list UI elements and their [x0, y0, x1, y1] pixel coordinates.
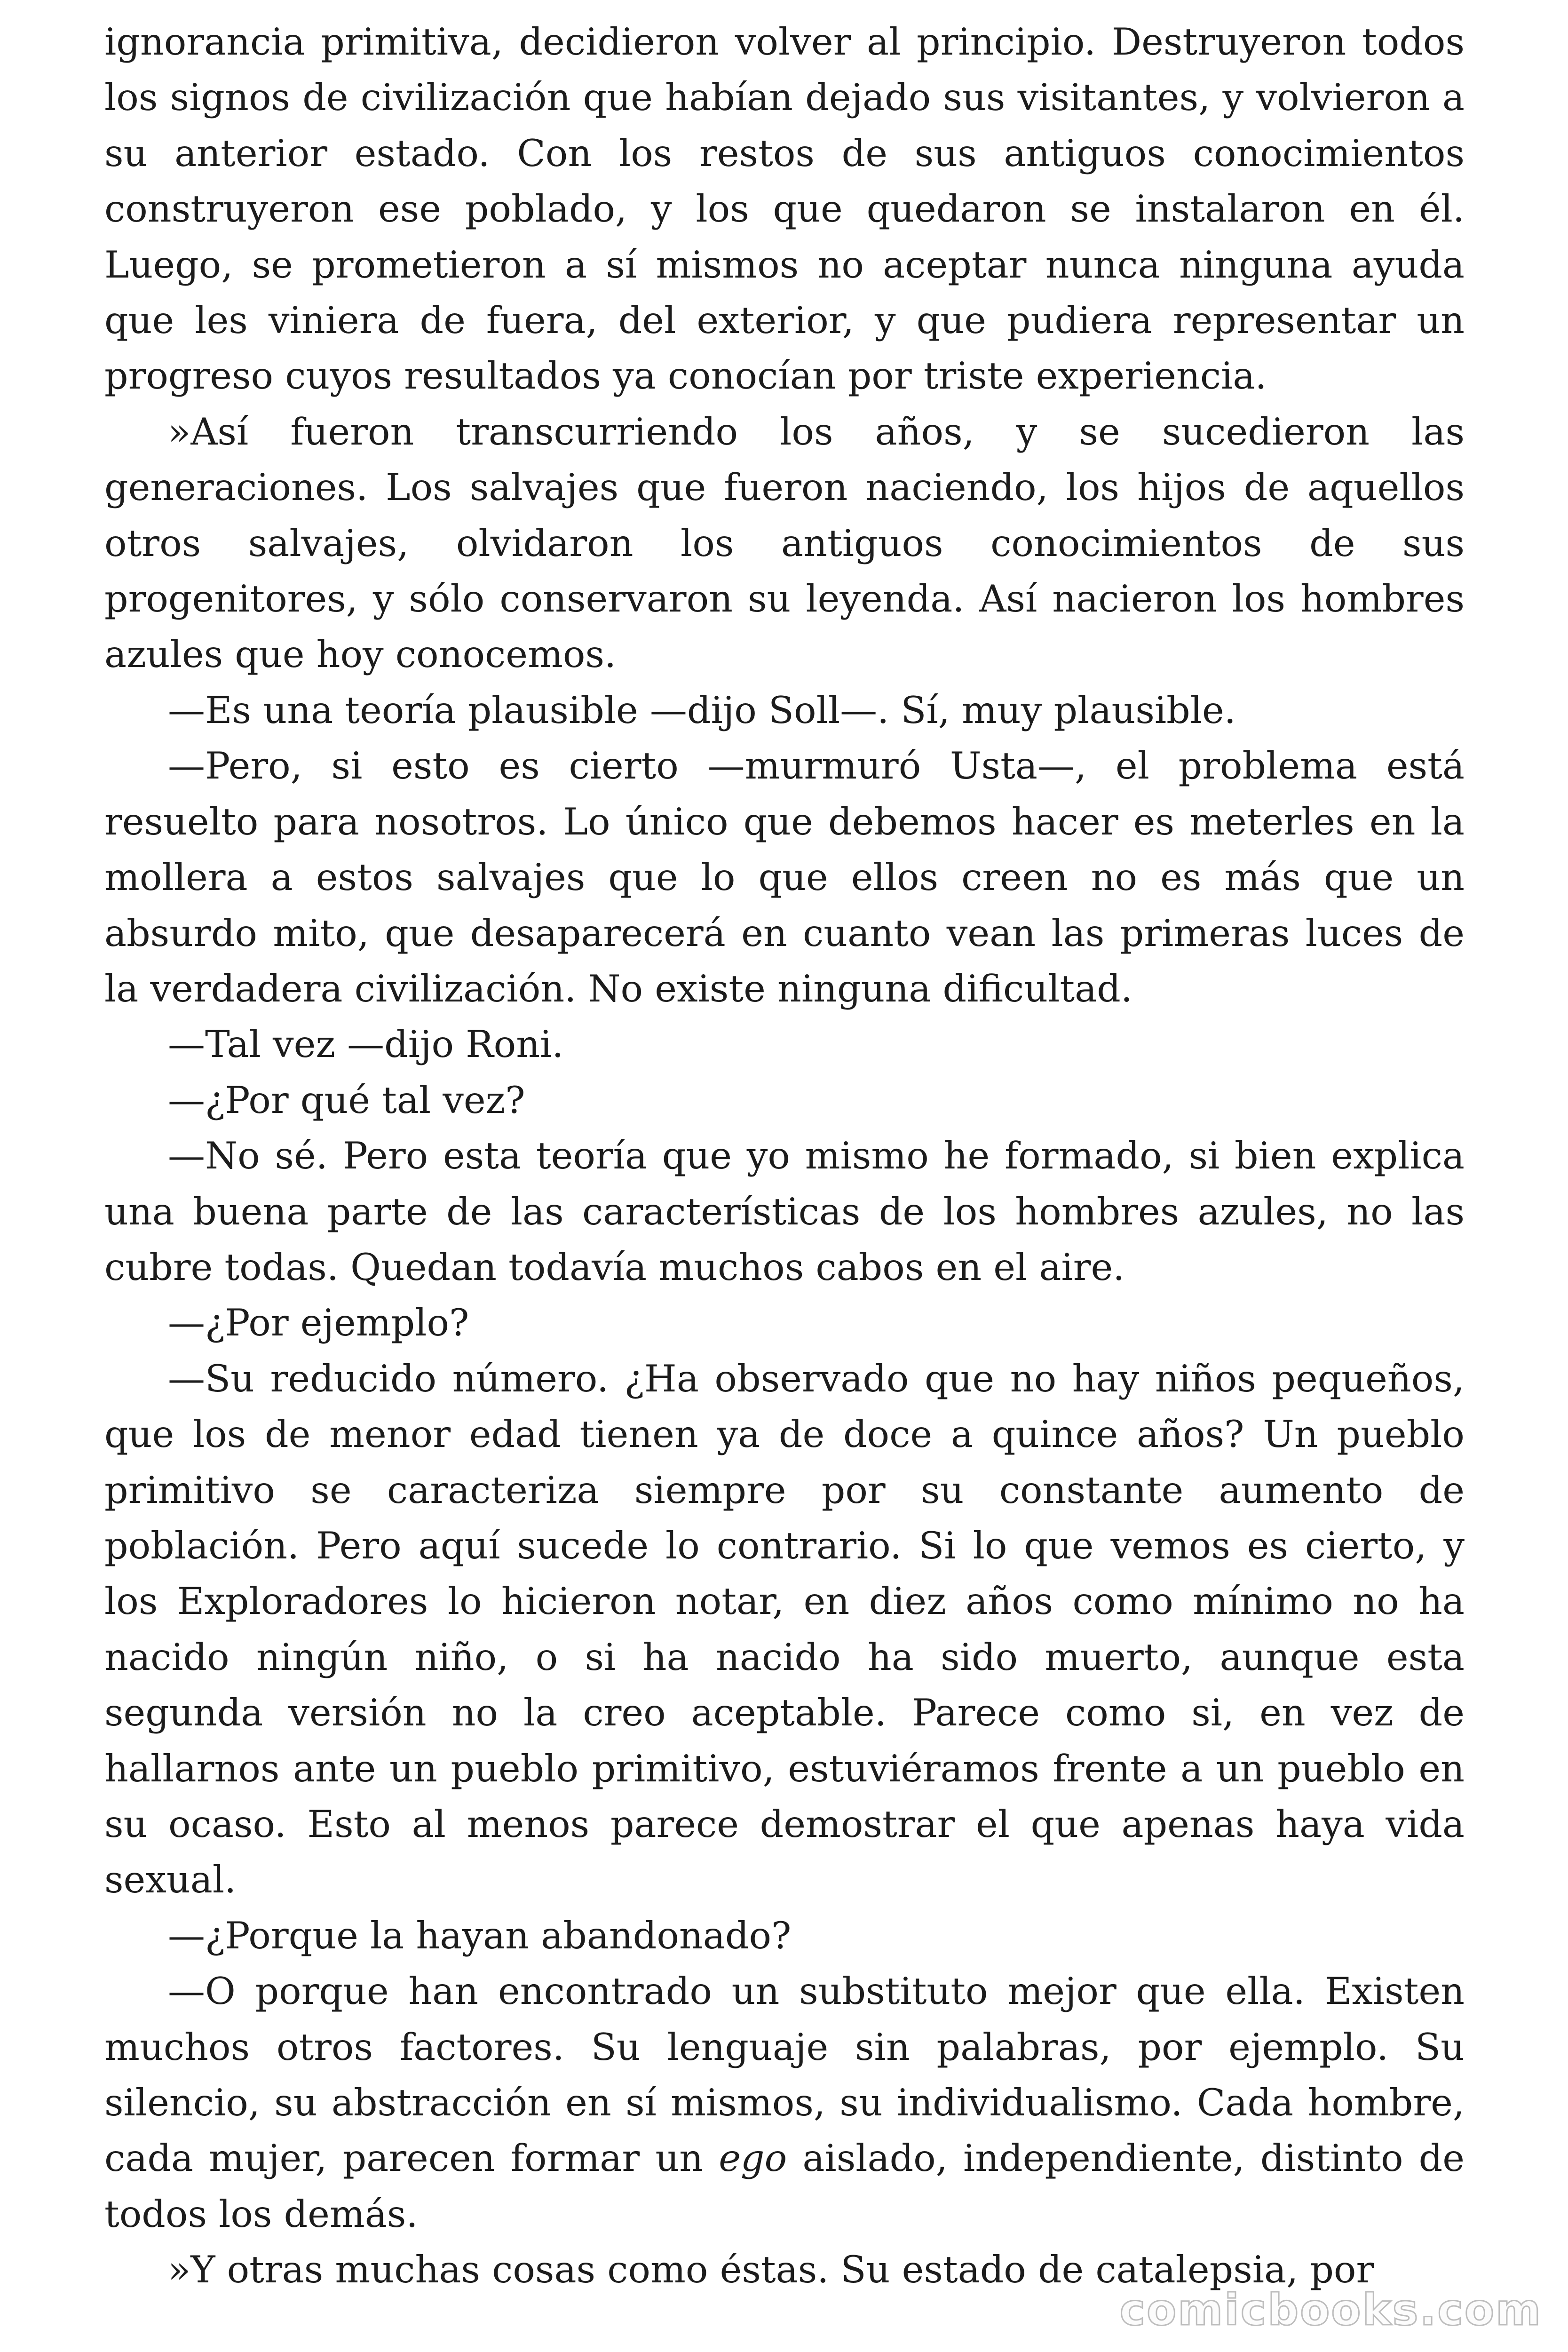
paragraph: ignorancia primitiva, decidieron volver al principio. Destruyeron todos los signos de civilización que habían dejado sus visitantes, y volvieron a su anterior estado. Con los restos de sus antiguos conocimientos construyeron ese poblado, y los que quedaron se instalaron en él. Luego, se prometieron a sí mismos no aceptar nunca ninguna ayuda que les viniera de fuera, del exterior, y que pudiera representar un progreso cuyos resultados ya conocían por triste experiencia. [104, 20, 1465, 398]
text-run: —O porque han encontrado un substituto mejor que ella. Existen muchos otros factores. Su lenguaje sin palabras, por ejemplo. Su silencio, su abstracción en sí mismos, su individualismo. Cada hombre, cada mujer, parecen formar un [104, 1970, 1465, 2180]
dialogue-line: —¿Porque la hayan abandonado? [168, 1914, 792, 1957]
dialogue-line: —Tal vez —dijo Roni. [168, 1023, 564, 1066]
text-run: aislado, independiente, distinto de todos los demás. [104, 2137, 1465, 2236]
dialogue-line: —Pero, si esto es cierto —murmuró Usta—, el problema está resuelto para nosotros. Lo único que debemos hacer es meterles en la mollera a estos salvajes que lo que ellos creen no es más que un absurdo mito, que desaparecerá en cuanto vean las primeras luces de la verdadera civilización. No existe ninguna dificultad. [104, 744, 1465, 1010]
dialogue-line: —Es una teoría plausible —dijo Soll—. Sí, muy plausible. [168, 688, 1236, 732]
body-text [104, 14, 1465, 2298]
dialogue-line: —Su reducido número. ¿Ha observado que no hay niños pequeños, que los de menor edad tienen ya de doce a quince años? Un pueblo primitivo se caracteriza siempre por su constante aumento de población. Pero aquí sucede lo contrario. Si lo que vemos es cierto, y los Exploradores lo hicieron notar, en diez años como mínimo no ha nacido ningún niño, o si ha nacido ha sido muerto, aunque esta segunda versión no la creo aceptable. Parece como si, en vez de hallarnos ante un pueblo primitivo, estuviéramos frente a un pueblo en su ocaso. Esto al menos parece demostrar el que apenas haya vida sexual. [104, 1357, 1465, 1902]
paragraph: »Así fueron transcurriendo los años, y se sucedieron las generaciones. Los salvajes que fueron naciendo, los hijos de aquellos otros salvajes, olvidaron los antiguos conocimientos de sus progenitores, y sólo conservaron su leyenda. Así nacieron los hombres azules que hoy conocemos. [104, 410, 1465, 676]
watermark: comicbooks.com [1119, 2285, 1542, 2335]
dialogue-line: —¿Por ejemplo? [168, 1301, 469, 1345]
dialogue-line: —¿Por qué tal vez? [168, 1078, 525, 1122]
dialogue-line [104, 1963, 1465, 2242]
italic-word: ego [719, 2137, 787, 2180]
dialogue-line: —No sé. Pero esta teoría que yo mismo he formado, si bien explica una buena parte de las características de los hombres azules, no las cubre todas. Quedan todavía muchos cabos en el aire. [104, 1134, 1465, 1289]
paragraph: »Y otras muchas cosas como éstas. Su estado de catalepsia, por [168, 2248, 1374, 2292]
